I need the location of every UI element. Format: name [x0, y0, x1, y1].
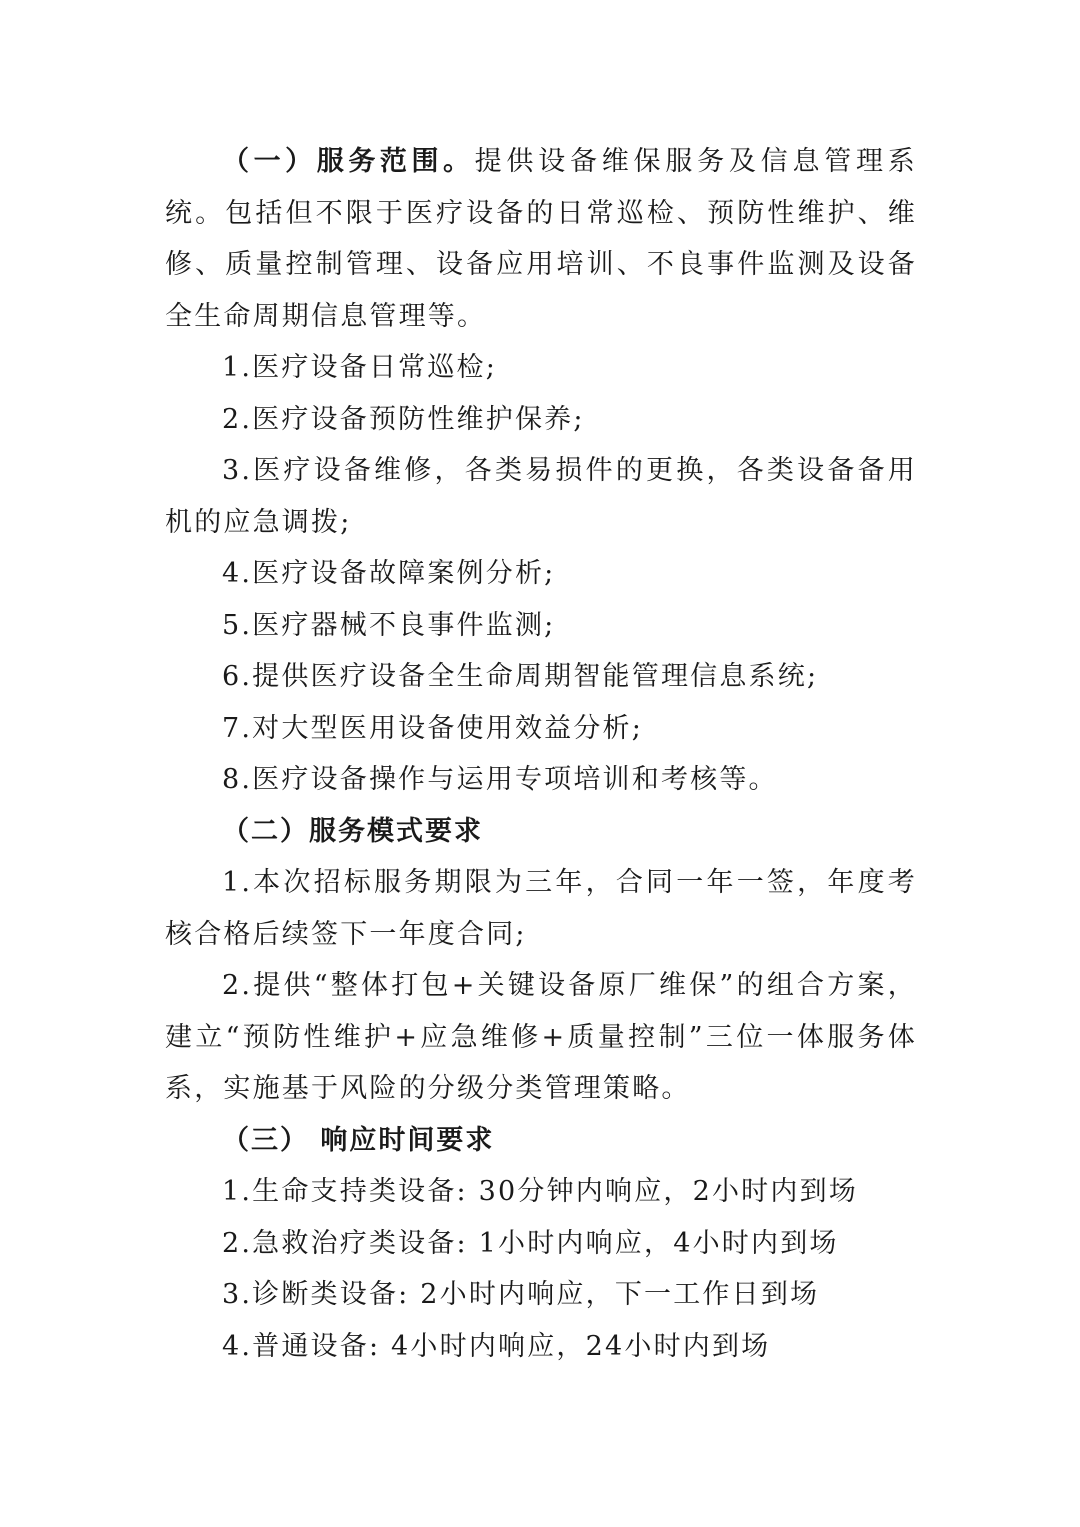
- section1-item-5: 5.医疗器械不良事件监测;: [222, 609, 556, 641]
- section1-intro: 提供设备维保服务及信息管理系统。包括但不限于医疗设备的日常巡检、预防性维护、维修、质量控制管理、设备应用培训、不良事件监测及设备全生命周期信息管理等。: [165, 146, 918, 332]
- section2-item-2: 2.提供“整体打包+关键设备原厂维保”的组合方案，建立“预防性维护+应急维修+质量控制”三位一体服务体系，实施基于风险的分级分类管理策略。: [165, 970, 917, 1104]
- section1-item-2: 2.医疗设备预防性维护保养;: [222, 403, 585, 435]
- section1-item-6: 6.提供医疗设备全生命周期智能管理信息系统;: [222, 661, 819, 692]
- section1-heading: （一）服务范围。: [222, 146, 475, 177]
- section1-item-1: 1.医疗设备日常巡检;: [222, 352, 498, 383]
- section2-item-1: 1.本次招标服务期限为三年，合同一年一签，年度考核合格后续签下一年度合同;: [165, 867, 917, 950]
- section3-item-4: 4.普通设备: 4小时内响应，24小时内到场: [222, 1330, 771, 1362]
- section3-heading: （三） 响应时间要求: [222, 1124, 495, 1156]
- section1-paragraph: [165, 136, 917, 342]
- section1-item-7: 7.对大型医用设备使用效益分析;: [222, 712, 644, 744]
- section1-item-8: 8.医疗设备操作与运用专项培训和考核等。: [222, 764, 778, 795]
- section3-item-3: 3.诊断类设备: 2小时内响应，下一工作日到场: [222, 1279, 820, 1310]
- section2-heading: （二）服务模式要求: [222, 815, 483, 847]
- section1-item-4: 4.医疗设备故障案例分析;: [222, 558, 556, 589]
- section3-item-2: 2.急救治疗类设备: 1小时内响应，4小时内到场: [222, 1227, 839, 1259]
- section3-item-1: 1.生命支持类设备: 30分钟内响应，2小时内到场: [222, 1176, 858, 1207]
- document-body: [165, 136, 917, 1372]
- section1-item-3: 3.医疗设备维修，各类易损件的更换，各类设备备用机的应急调拨;: [165, 455, 917, 538]
